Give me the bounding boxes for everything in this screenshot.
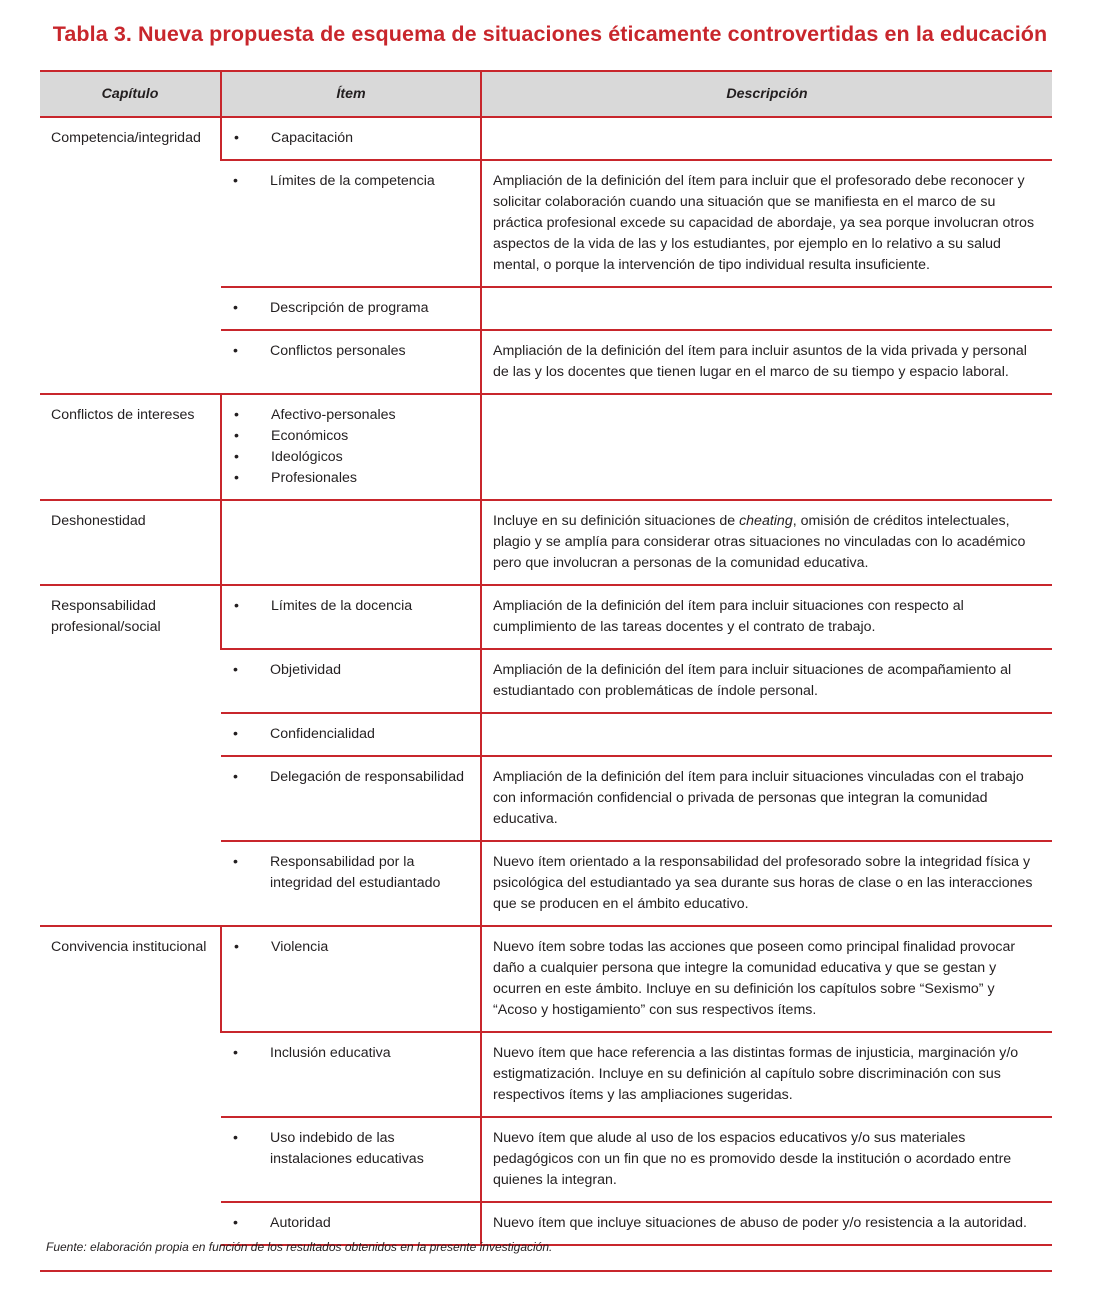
item-cell: [221, 500, 481, 585]
table-title: Tabla 3. Nueva propuesta de esquema de situaciones éticamente controvertidas en la educación: [52, 22, 1048, 46]
bullet: •: [233, 662, 238, 678]
description-text: , omisión de créditos intelectuales, plagio y se amplía para considerar otras situaciones no vinculadas con lo académico pero que involucran a personas de la comunidad educativa.: [493, 513, 1026, 571]
bullet: •: [233, 1215, 238, 1231]
item-text: Autoridad: [270, 1215, 331, 1231]
bullet: •: [234, 470, 239, 486]
item-cell: [221, 287, 481, 330]
description-cell: Ampliación de la definición del ítem para incluir asuntos de la vida privada y personal de las y los docentes que tienen lugar en el marco de su tiempo y espacio laboral.: [481, 330, 1052, 394]
situations-table: [40, 70, 1052, 1246]
item-text: Conflictos personales: [270, 343, 406, 359]
header-descripcion: Descripción: [481, 71, 1052, 117]
description-cell: [481, 500, 1052, 585]
item-cell: [221, 649, 481, 713]
chapter-cell: Conflictos de intereses: [40, 394, 221, 500]
item-cell: [221, 117, 481, 160]
item-text: Violencia: [271, 939, 329, 955]
bottom-rule: [40, 1270, 1052, 1272]
item-cell: [221, 1117, 481, 1202]
description-emphasis: cheating: [739, 513, 793, 529]
table-row: [40, 500, 1052, 585]
table-row: [40, 926, 1052, 1032]
bullet: •: [234, 939, 239, 955]
table-row: [40, 117, 1052, 160]
table-row: [40, 585, 1052, 649]
description-text: Incluye en su definición situaciones de: [493, 513, 740, 529]
header-item: Ítem: [221, 71, 481, 117]
bullet: •: [233, 1130, 238, 1146]
bullet: •: [234, 449, 239, 465]
item-cell: [221, 330, 481, 394]
item-cell: [221, 160, 481, 287]
bullet: •: [234, 598, 239, 614]
description-cell: Nuevo ítem que hace referencia a las distintas formas de injusticia, marginación y/o estigmatización. Incluye en su definición al capítulo sobre discriminación con sus respectivos ítems y las ampliaciones sugeridas.: [481, 1032, 1052, 1117]
description-cell: Ampliación de la definición del ítem para incluir situaciones vinculadas con el trabajo con información confidencial o privada de personas que integran la comunidad educativa.: [481, 756, 1052, 841]
item-text: Afectivo-personales: [271, 407, 396, 423]
bullet: •: [233, 343, 238, 359]
item-text: Delegación de responsabilidad: [270, 769, 465, 785]
description-cell: Ampliación de la definición del ítem para incluir que el profesorado debe reconocer y solicitar colaboración cuando una situación que se manifiesta en el marco de su práctica profesional excede su capacidad de abordaje, ya sea porque involucran otros aspectos de la vida de las y los estudiantes, por ejemplo en lo relativo a su salud mental, o porque la intervención de tipo individual resulta insuficiente.: [481, 160, 1052, 287]
description-cell: Ampliación de la definición del ítem para incluir situaciones de acompañamiento al estudiantado con problemáticas de índole personal.: [481, 649, 1052, 713]
item-text: Uso indebido de las instalaciones educativas: [270, 1130, 424, 1167]
item-text: Descripción de programa: [270, 300, 429, 316]
description-cell: [481, 117, 1052, 160]
item-text: Límites de la docencia: [271, 598, 413, 614]
bullet: •: [233, 300, 238, 316]
item-text: Objetividad: [270, 662, 341, 678]
item-cell: [221, 1032, 481, 1117]
table-header-row: [40, 71, 1052, 117]
item-cell: [221, 841, 481, 926]
chapter-cell: Competencia/integridad: [51, 130, 201, 146]
item-text: Límites de la competencia: [270, 173, 435, 189]
bullet: •: [233, 854, 238, 870]
description-cell: [481, 287, 1052, 330]
item-cell: [221, 585, 481, 649]
item-text: Responsabilidad por la integridad del estudiantado: [270, 854, 441, 891]
bullet: •: [234, 428, 239, 444]
bullet: •: [233, 1045, 238, 1061]
item-text: Profesionales: [271, 470, 357, 486]
item-cell: [221, 1202, 481, 1245]
description-cell: [481, 713, 1052, 756]
description-cell: Nuevo ítem que alude al uso de los espacios educativos y/o sus materiales pedagógicos con un fin que no es promovido desde la institución o acordado entre quienes la integran.: [481, 1117, 1052, 1202]
item-text: Capacitación: [271, 130, 354, 146]
description-cell: [481, 394, 1052, 500]
bullet: •: [233, 769, 238, 785]
description-cell: Nuevo ítem que incluye situaciones de abuso de poder y/o resistencia a la autoridad.: [481, 1202, 1052, 1245]
description-cell: Ampliación de la definición del ítem para incluir situaciones con respecto al cumplimiento de las tareas docentes y el contrato de trabajo.: [481, 585, 1052, 649]
chapter-cell: Deshonestidad: [40, 500, 221, 585]
item-cell: [221, 394, 481, 500]
item-text: Confidencialidad: [270, 726, 375, 742]
chapter-cell: Convivencia institucional: [40, 926, 221, 1245]
description-cell: Nuevo ítem sobre todas las acciones que poseen como principal finalidad provocar daño a cualquier persona que integre la comunidad educativa y que se gestan y ocurren en este ámbito. Incluye en su definición los capítulos sobre “Sexismo” y “Acoso y hostigamiento” con sus respectivos ítems.: [481, 926, 1052, 1032]
description-cell: Nuevo ítem orientado a la responsabilidad del profesorado sobre la integridad física y psicológica del estudiantado ya sea durante sus horas de clase o en las interacciones que se producen en el ámbito educativo.: [481, 841, 1052, 926]
bullet: •: [233, 726, 238, 742]
chapter-cell: Responsabilidad profesional/social: [40, 585, 221, 926]
item-text: Económicos: [271, 428, 349, 444]
bullet: •: [233, 173, 238, 189]
item-text: Inclusión educativa: [270, 1045, 391, 1061]
header-capitulo: Capítulo: [40, 71, 221, 117]
item-cell: [221, 756, 481, 841]
source-note: Fuente: elaboración propia en función de los resultados obtenidos en la presente investigación.: [46, 1240, 553, 1254]
table-row: [40, 394, 1052, 500]
item-cell: [221, 926, 481, 1032]
bullet: •: [234, 130, 239, 146]
item-cell: [221, 713, 481, 756]
item-text: Ideológicos: [271, 449, 343, 465]
bullet: •: [234, 407, 239, 423]
